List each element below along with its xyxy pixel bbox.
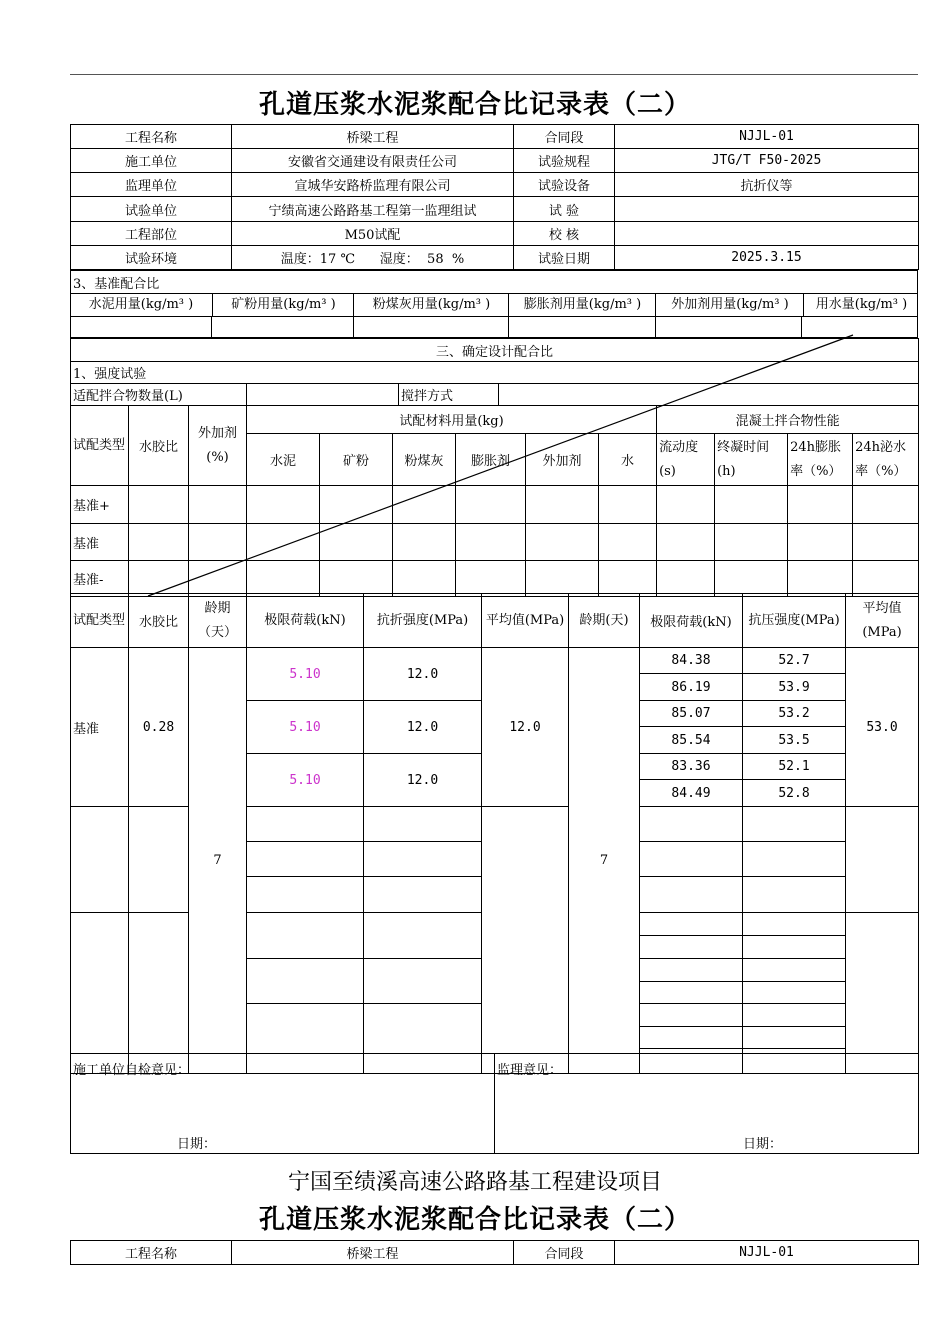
- stir-label: 搅拌方式: [399, 384, 499, 406]
- age-value: 7: [189, 648, 247, 1074]
- perf-header: 混凝土拌合物性能: [657, 406, 919, 434]
- footer-project-name: 桥梁工程: [232, 1241, 514, 1265]
- base-mix-header: 膨胀剂用量(kg/m³ ): [508, 294, 656, 316]
- flex-avg-header: 平均值(MPa): [482, 594, 569, 648]
- reviewer-label: 校 核: [514, 222, 615, 246]
- contract-value: NJJL-01: [615, 125, 919, 149]
- age2-header: 龄期(天): [569, 594, 640, 648]
- material-header: 粉煤灰: [393, 434, 456, 486]
- comp-load: 85.07: [640, 701, 743, 727]
- supervisor-date-label: 日期：: [743, 1137, 783, 1152]
- flex-strength: 12.0: [364, 648, 482, 701]
- date-label: 试验日期: [514, 246, 615, 270]
- flex-strength-header: 抗折强度(MPa): [364, 594, 482, 648]
- trial-row-label: 基准+: [71, 486, 129, 524]
- test-unit-label: 试验单位: [71, 197, 232, 222]
- flex-load: 5.10: [247, 701, 364, 754]
- strength-type: 基准: [71, 648, 129, 807]
- supervisor-opinion-label: 监理意见：: [497, 1063, 563, 1078]
- comp-avg-header: 平均值(MPa): [846, 594, 919, 648]
- comp-load: 86.19: [640, 674, 743, 701]
- trial-type-header: 试配类型: [71, 406, 129, 486]
- comp-strength: 52.1: [743, 754, 846, 780]
- trial-wb-header: 水胶比: [129, 406, 189, 486]
- comp-load: 85.54: [640, 727, 743, 754]
- material-header: 膨胀剂: [456, 434, 526, 486]
- equipment-label: 试验设备: [514, 173, 615, 197]
- flex-load: 5.10: [247, 648, 364, 701]
- spec-label: 试验规程: [514, 149, 615, 173]
- perf-col-header: 终凝时间(h): [715, 434, 788, 486]
- strength-type-header: 试配类型: [71, 594, 129, 648]
- flex-avg: 12.0: [482, 648, 569, 807]
- base-mix-title: 3、基准配合比: [71, 271, 918, 294]
- base-mix-header: 水泥用量(kg/m³ ): [88, 297, 194, 312]
- tester-label: 试 验: [514, 197, 615, 222]
- comp-strength-header: 抗压强度(MPa): [743, 594, 846, 648]
- trial-row-label: 基准-: [71, 561, 129, 597]
- design-title: 三、确定设计配合比: [71, 339, 919, 362]
- constructor-opinion-label: 施工单位自检意见：: [73, 1063, 191, 1078]
- spec-value: JTG/T F50-2025: [615, 149, 919, 173]
- footer-info-table: [70, 1240, 919, 1265]
- strength-title: 1、强度试验: [71, 362, 919, 384]
- comp-load: 84.49: [640, 780, 743, 807]
- date-value: 2025.3.15: [615, 246, 919, 270]
- env-label: 试验环境: [71, 246, 232, 270]
- comp-load-header: 极限荷载(kN): [640, 594, 743, 648]
- perf-col-header: 24h泌水率（%）: [853, 434, 919, 486]
- comp-load: 84.38: [640, 648, 743, 674]
- material-header: 外加剂: [526, 434, 599, 486]
- footer-contract-label: 合同段: [514, 1241, 615, 1265]
- comp-strength: 53.9: [743, 674, 846, 701]
- project-name-label: 工程名称: [71, 125, 232, 149]
- equipment-value: 抗折仪等: [615, 173, 919, 197]
- footer-title: 孔道压浆水泥浆配合比记录表（二）: [258, 1205, 691, 1235]
- env-value: 温度：17 ℃ 湿度： 58 %: [232, 246, 514, 270]
- supervisor-label: 监理单位: [71, 173, 232, 197]
- footer-contract: NJJL-01: [615, 1241, 919, 1265]
- age-header: 龄期（天）: [189, 594, 247, 648]
- flex-load-header: 极限荷载(kN): [247, 594, 364, 648]
- comp-load: 83.36: [640, 754, 743, 780]
- age2-value: 7: [569, 648, 640, 1074]
- base-mix-header: 粉煤灰用量(kg/m³ ): [353, 294, 509, 316]
- contract-label: 合同段: [514, 125, 615, 149]
- comp-strength: 53.5: [743, 727, 846, 754]
- base-mix-header: 矿粉用量(kg/m³ ): [212, 294, 354, 316]
- project-name: 桥梁工程: [232, 125, 514, 149]
- page-title: 孔道压浆水泥浆配合比记录表（二）: [258, 90, 691, 120]
- perf-col-header: 流动度(s): [657, 434, 715, 486]
- comp-avg: 53.0: [846, 648, 919, 807]
- constructor-label: 施工单位: [71, 149, 232, 173]
- constructor-date-label: 日期：: [177, 1137, 217, 1152]
- material-header: 水泥: [247, 434, 320, 486]
- materials-header: 试配材料用量(kg): [247, 406, 657, 434]
- perf-col-header: 24h膨胀率（%）: [788, 434, 853, 486]
- strength-wb: 0.28: [129, 648, 189, 807]
- comp-strength: 53.2: [743, 701, 846, 727]
- part-label: 工程部位: [71, 222, 232, 246]
- part-value: M50试配: [232, 222, 514, 246]
- footer-project-name-label: 工程名称: [71, 1241, 232, 1265]
- strength-wb-header: 水胶比: [129, 594, 189, 648]
- flex-strength: 12.0: [364, 701, 482, 754]
- trial-admix-header: 外加剂(%): [189, 406, 247, 486]
- base-mix-header: 用水量(kg/m³ ): [803, 294, 919, 316]
- footer-project: 宁国至绩溪高速公路路基工程建设项目: [287, 1170, 662, 1195]
- flex-load: 5.10: [247, 754, 364, 807]
- constructor-value: 安徽省交通建设有限责任公司: [232, 149, 514, 173]
- comp-strength: 52.7: [743, 648, 846, 674]
- test-unit-value: 宁绩高速公路路基工程第一监理组试: [232, 197, 514, 222]
- comp-strength: 52.8: [743, 780, 846, 807]
- mix-qty-label: 适配拌合物数量(L): [71, 384, 247, 406]
- base-mix-header: 外加剂用量(kg/m³ ): [655, 294, 804, 316]
- material-header: 矿粉: [320, 434, 393, 486]
- material-header: 水: [599, 434, 657, 486]
- flex-strength: 12.0: [364, 754, 482, 807]
- trial-row-label: 基准: [71, 524, 129, 561]
- supervisor-value: 宣城华安路桥监理有限公司: [232, 173, 514, 197]
